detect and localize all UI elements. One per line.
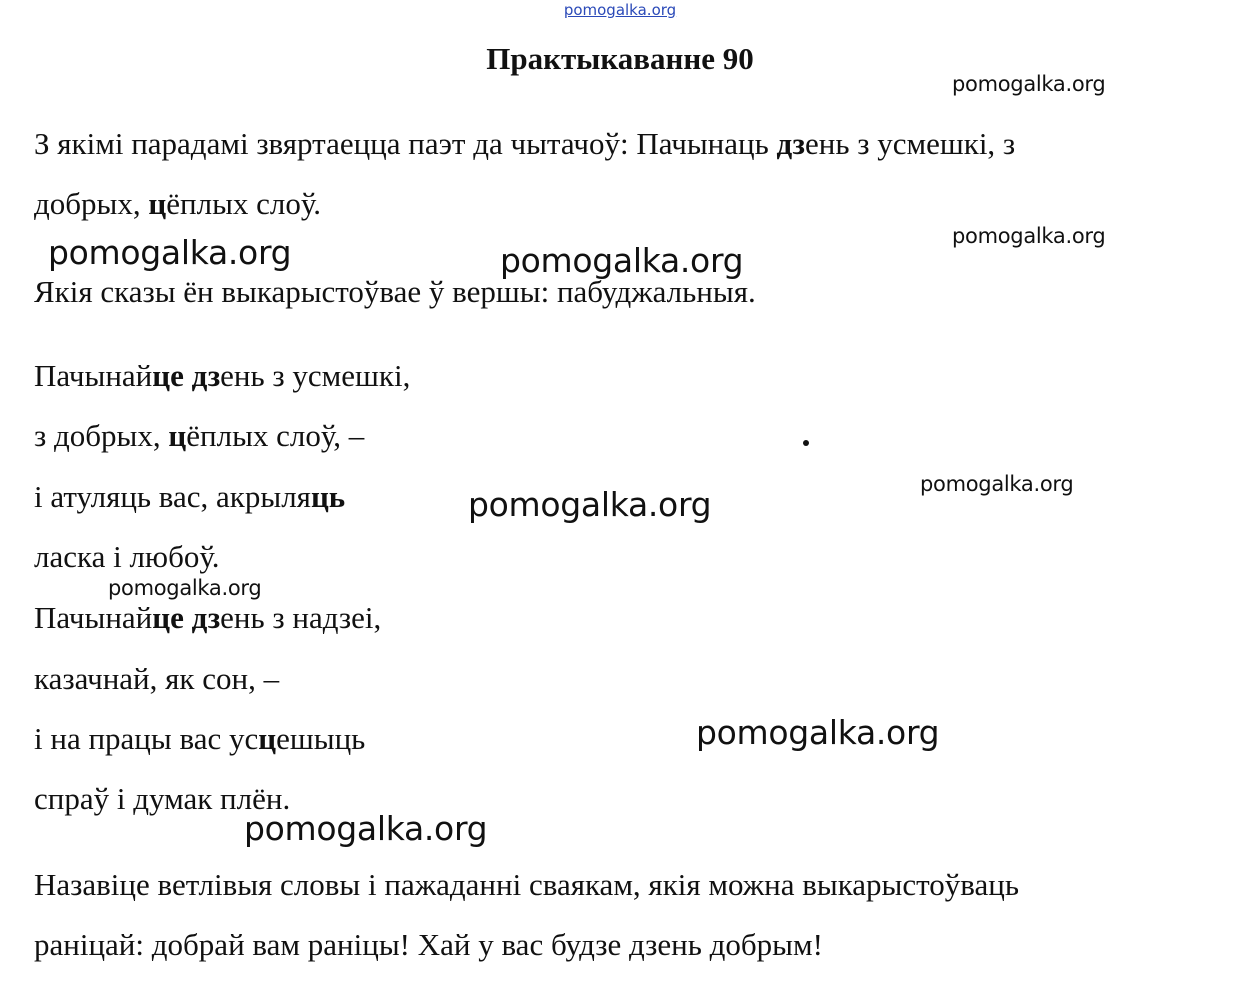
text-segment	[184, 358, 192, 393]
text-segment: ень з усмешкі, з	[805, 126, 1016, 161]
poem-line: ласка і любоў.	[34, 539, 220, 574]
watermark: pomogalka.org	[244, 809, 488, 848]
site-link[interactable]: pomogalka.org	[563, 1, 677, 19]
poem-line	[34, 600, 381, 636]
watermark: pomogalka.org	[696, 713, 940, 752]
bold-segment: ц	[148, 186, 167, 221]
poem-line: казачнай, як сон, –	[34, 661, 280, 696]
text-segment: ень з усмешкі,	[220, 358, 411, 393]
text-segment: і на працы вас ус	[34, 721, 259, 756]
question-3-line-2: раніцай: добрай вам раніцы! Хай у вас будзе дзень добрым!	[34, 927, 823, 962]
poem-line	[34, 479, 345, 515]
watermark: pomogalka.org	[48, 233, 292, 272]
watermark: pomogalka.org	[500, 241, 744, 280]
watermark: pomogalka.org	[952, 224, 1106, 248]
poem-line	[34, 418, 364, 454]
poem-line	[34, 358, 410, 394]
bold-segment: ц	[258, 721, 277, 756]
text-segment	[184, 600, 192, 635]
dot-mark	[803, 440, 809, 446]
text-segment: з добрых,	[34, 418, 169, 453]
question-2-line: Якія сказы ён выкарыстоўвае ў вершы: пабуджальныя.	[34, 274, 756, 309]
text-segment: ешыць	[276, 721, 366, 756]
bold-segment: це	[152, 600, 184, 635]
watermark: pomogalka.org	[468, 485, 712, 524]
exercise-title: Практыкаванне 90	[486, 41, 754, 76]
poem-line	[34, 721, 365, 757]
text-segment: і атуляць вас, акрыля	[34, 479, 311, 514]
bold-segment: дз	[776, 126, 806, 161]
text-segment: Пачынай	[34, 600, 153, 635]
question-3-line-1: Назавіце ветлівыя словы і пажаданні сваякам, якія можна выкарыстоўваць	[34, 867, 1019, 902]
text-segment: З якімі парадамі звяртаецца паэт да чытачоў: Пачынаць	[34, 126, 777, 161]
bold-segment: ць	[310, 479, 346, 514]
bold-segment: дз	[191, 600, 221, 635]
text-segment: ень з надзеі,	[220, 600, 382, 635]
text-segment: ёплых слоў.	[166, 186, 322, 221]
watermark: pomogalka.org	[108, 576, 262, 600]
poem-line: спраў і думак плён.	[34, 781, 291, 816]
bold-segment: це	[152, 358, 184, 393]
text-segment: добрых,	[34, 186, 149, 221]
text-segment: ёплых слоў, –	[186, 418, 365, 453]
text-segment: Пачынай	[34, 358, 153, 393]
watermark: pomogalka.org	[920, 472, 1074, 496]
bold-segment: дз	[191, 358, 221, 393]
watermark: pomogalka.org	[952, 72, 1106, 96]
question-1-line-2	[34, 186, 321, 222]
question-1-line-1	[34, 126, 1015, 162]
bold-segment: ц	[168, 418, 187, 453]
